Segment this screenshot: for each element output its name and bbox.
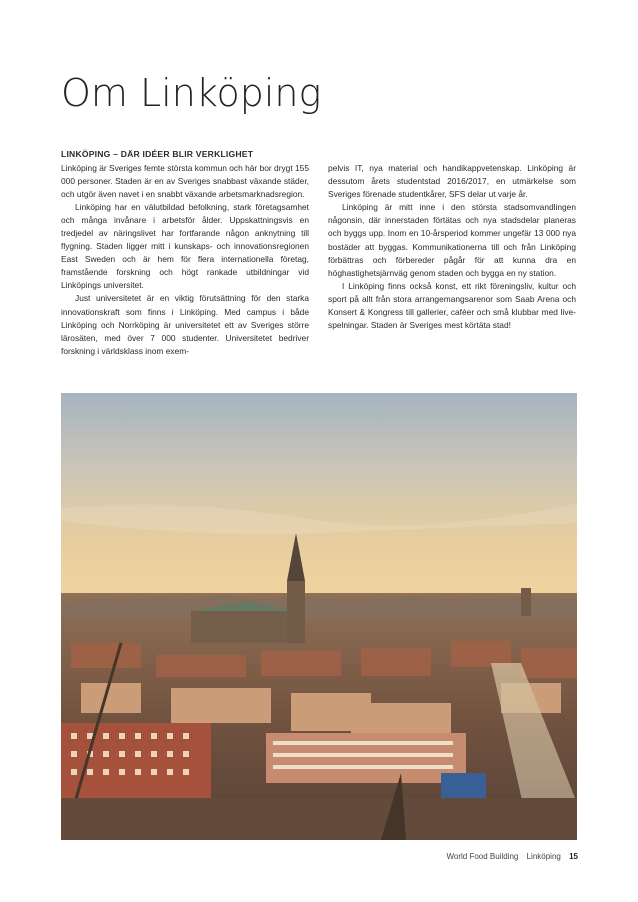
- paragraph: Just universitetet är en viktig förutsättning för den starka innovationskraft som finns i Linköping. Med campus i både Linköping och Norrköping är universitetet ett av Sveriges större lärosäten, med över 7 000 studenter. Universitetet bedriver forskning i världsklass inom exem-: [61, 293, 309, 356]
- publication-name: World Food Building: [446, 852, 519, 861]
- page-title: Om Linköping: [61, 71, 322, 115]
- city-skyline-photo: [61, 393, 577, 840]
- paragraph: Linköping har en välutbildad befolkning, stark företagsamhet och många invånare i arbetsför ålder. Uppskattningsvis en tredjedel av näringslivet har fortfarande någon anknytning till flygning. Staden ligger mitt i kunskaps- och innovationsregionen East Sweden och är hem för flera internationella företag, framstående forskning och högt rankade utbildningar vid Linköpings universitet.: [61, 201, 309, 291]
- article-column-right: [328, 162, 576, 332]
- article-subheading: LINKÖPING – DÄR IDÉER BLIR VERKLIGHET: [61, 149, 254, 159]
- page-footer: [440, 852, 578, 861]
- section-name: Linköping: [526, 852, 561, 861]
- page-number: 15: [569, 852, 578, 861]
- paragraph: pelvis IT, nya material och handikappvetenskap. Linköping är dessutom årets studentstad 2016/2017, en utmärkelse som Sveriges förenade studentkårer, SFS delar ut varje år.: [328, 163, 576, 200]
- paragraph: Linköping är Sveriges femte största kommun och här bor drygt 155 000 personer. Staden är en av Sveriges snabbast växande städer, och utgör även navet i en snabbt växande arbetsmarknadsregion.: [61, 162, 309, 199]
- paragraph: Linköping är mitt inne i den största stadsomvandlingen någonsin, där innerstaden förtätas och nya stadsdelar planeras och byggs upp. Inom en 10-årsperiod kommer ungefär 13 000 nya bostäder att byggas. Kommunikationerna till och från Linköping förbättras och förbereder pågår för att kunna dra en höghastighetsjärnväg genom staden och bygga en ny station.: [328, 202, 576, 278]
- article-column-left: [61, 148, 309, 358]
- paragraph: I Linköping finns också konst, ett rikt föreningsliv, kultur och sport på allt från stora arrangemangsarenor som Saab Arena och Konsert & Kongress till gallerier, caféer och små klubbar med live-spelningar. Staden är Sveriges mest körtäta stad!: [328, 280, 576, 331]
